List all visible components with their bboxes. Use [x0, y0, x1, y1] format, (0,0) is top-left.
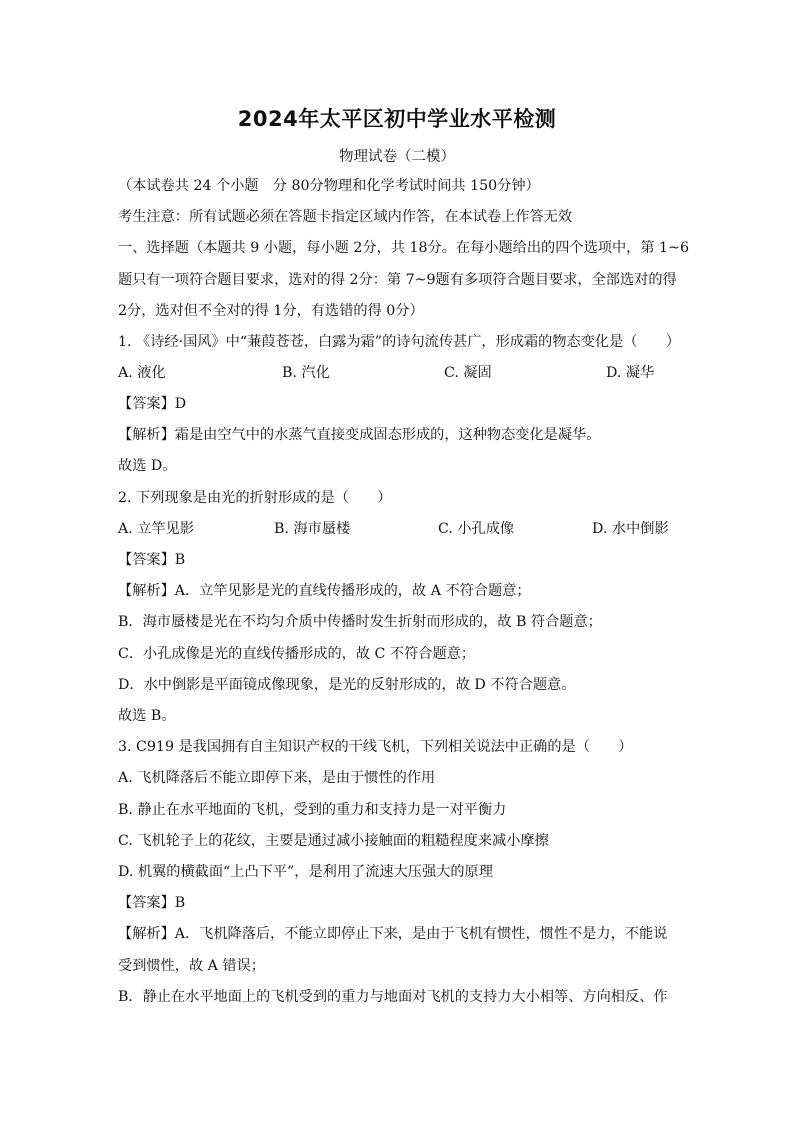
question-3-stem: 3. C919 是我国拥有自主知识产权的干线飞机，下列相关说法中正确的是（ ） [118, 739, 633, 755]
page-subtitle: 物理试卷（二模） [339, 149, 455, 165]
question-3-option-b: B. 静止在水平地面的飞机，受到的重力和支持力是一对平衡力 [118, 802, 507, 818]
question-2-analysis-c: C．小孔成像是光的直线传播形成的，故 C 不符合题意； [118, 646, 476, 662]
question-3-analysis-1: 【解析】A．飞机降落后，不能立即停止下来，是由于飞机有惯性，惯性不是力，不能说 [118, 926, 668, 942]
question-1-option-a: A. 液化 [118, 365, 166, 381]
page-title: 2024年太平区初中学业水平检测 [237, 107, 557, 131]
question-2-analysis: 【解析】A．立竿见影是光的直线传播形成的，故 A 不符合题意； [118, 583, 531, 599]
section-instructions-line-2: 题只有一项符合题目要求，选对的得 2分：第 7~9题有多项符合题目要求，全部选对的得 [118, 272, 677, 288]
question-1-options [118, 363, 678, 383]
question-2-option-a: A. 立竿见影 [118, 521, 195, 537]
question-2-analysis-d: D．水中倒影是平面镜成像现象，是光的反射形成的，故 D 不符合题意。 [118, 677, 576, 693]
exam-notice: 考生注意：所有试题必须在答题卡指定区域内作答，在本试卷上作答无效 [118, 209, 573, 225]
section-instructions-line-3: 2分，选对但不全对的得 1分，有选错的得 0分） [118, 303, 424, 319]
question-2-stem: 2. 下列现象是由光的折射形成的是（ ） [118, 490, 392, 506]
question-1-stem: 1. 《诗经·国风》中“蒹葭苍苍，白露为霜”的诗句流传甚广，形成霜的物态变化是（ ） [118, 334, 681, 350]
exam-info: （本试卷共 24 个小题 分 80分物理和化学考试时间共 150分钟） [118, 178, 540, 194]
question-3-answer: 【答案】B [118, 895, 186, 911]
question-3-option-c: C. 飞机轮子上的花纹，主要是通过减小接触面的粗糙程度来减小摩擦 [118, 833, 549, 849]
question-2-option-c: C. 小孔成像 [438, 521, 515, 537]
question-2-options [118, 519, 678, 539]
question-1-analysis: 【解析】霜是由空气中的水蒸气直接变成固态形成的，这种物态变化是凝华。 [118, 427, 601, 443]
question-3-analysis-3: B．静止在水平地面上的飞机受到的重力与地面对飞机的支持力大小相等、方向相反、作 [118, 989, 668, 1005]
question-2-option-b: B. 海市蜃楼 [274, 521, 351, 537]
question-1-option-d: D. 凝华 [606, 365, 655, 381]
question-1-option-b: B. 汽化 [282, 365, 330, 381]
section-instructions-line-1: 一、选择题（本题共 9 小题，每小题 2分，共 18分。在每小题给出的四个选项中，第 1~6 [118, 240, 689, 256]
question-1-option-c: C. 凝固 [444, 365, 492, 381]
question-3-option-a: A. 飞机降落后不能立即停下来，是由于惯性的作用 [118, 770, 436, 786]
question-1-answer: 【答案】D [118, 396, 187, 412]
question-3-option-d: D. 机翼的横截面“上凸下平”，是利用了流速大压强大的原理 [118, 864, 493, 880]
question-2-answer: 【答案】B [118, 552, 186, 568]
question-3-analysis-2: 受到惯性，故 A 错误； [118, 958, 265, 974]
question-2-option-d: D. 水中倒影 [592, 521, 669, 537]
question-1-conclusion: 故选 D。 [118, 458, 177, 474]
question-2-analysis-b: B．海市蜃楼是光在不均匀介质中传播时发生折射而形成的，故 B 符合题意； [118, 614, 602, 630]
question-2-conclusion: 故选 B。 [118, 708, 176, 724]
